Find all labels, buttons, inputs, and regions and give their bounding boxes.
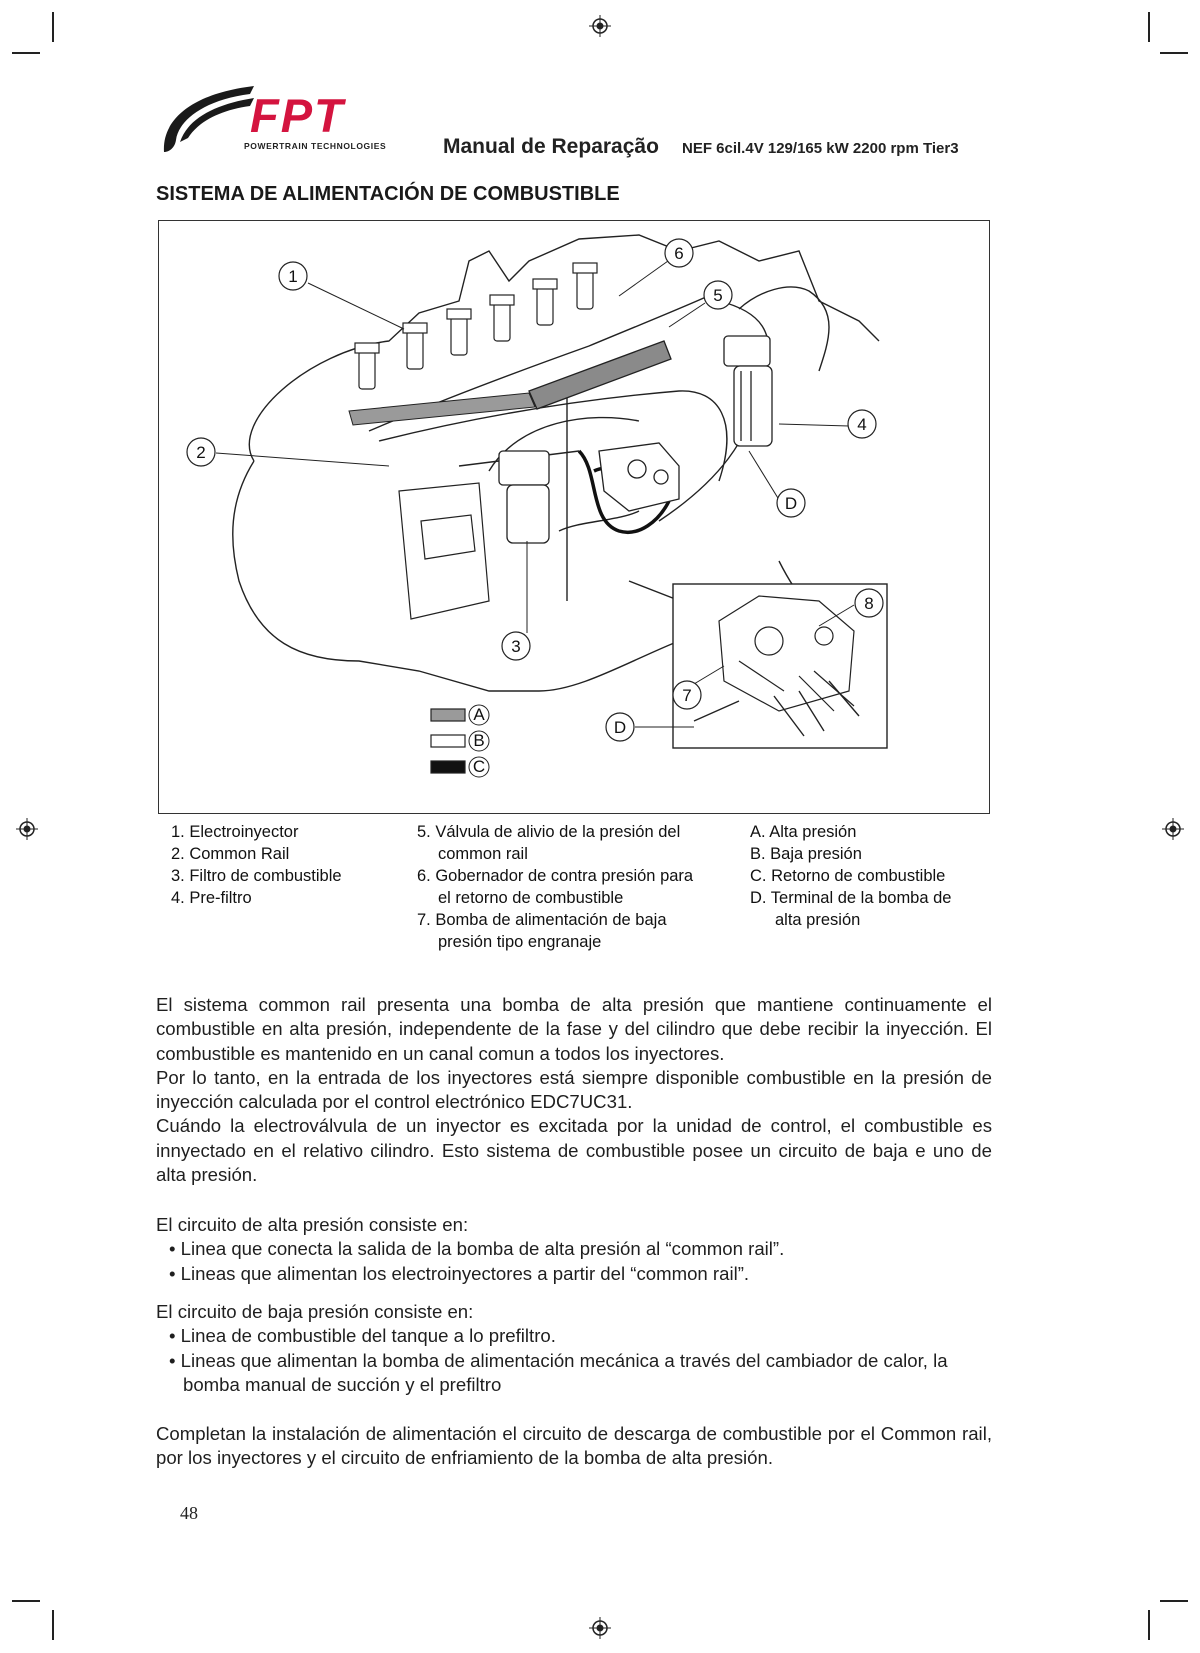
- list-item: • Lineas que alimentan la bomba de alimentación mecánica a través del cambiador de calor, la bomba manual de succión y el prefiltro: [169, 1349, 948, 1395]
- registration-mark-icon: [589, 15, 611, 37]
- paragraph: Cuándo la electroválvula de un inyector es excitada por la unidad de control, el combustible es innyectado en el relativo cilindro. Esto sistema de combustible posee un circuito de baja e uno de alta presión.: [156, 1115, 992, 1186]
- svg-text:D: D: [613, 718, 627, 737]
- svg-text:FPT: FPT: [250, 89, 345, 142]
- legend-item: A. Alta presión: [750, 823, 857, 841]
- legend-item: 2. Common Rail: [171, 845, 290, 863]
- registration-mark-icon: [589, 1617, 611, 1639]
- svg-text:5: 5: [713, 286, 723, 305]
- registration-mark-icon: [16, 818, 38, 840]
- svg-text:4: 4: [857, 415, 867, 434]
- crop-mark: [1148, 12, 1150, 42]
- svg-text:B: B: [473, 731, 485, 750]
- fuel-system-diagram: [158, 220, 990, 814]
- svg-text:A: A: [473, 705, 485, 724]
- svg-text:6: 6: [674, 244, 684, 263]
- list-item: • Linea que conecta la salida de la bomba de alta presión al “common rail”.: [169, 1238, 785, 1260]
- body-text: [156, 993, 992, 1187]
- low-pressure-section: [156, 1300, 992, 1397]
- legend-item: el retorno de combustible: [438, 889, 624, 907]
- low-pressure-intro: El circuito de baja presión consiste en:: [156, 1301, 474, 1322]
- legend-column-1: [171, 821, 342, 909]
- list-item: • Linea de combustible del tanque a lo prefiltro.: [169, 1325, 556, 1347]
- manual-subtitle: NEF 6cil.4V 129/165 kW 2200 rpm Tier3: [682, 140, 959, 157]
- crop-mark: [52, 1610, 54, 1640]
- svg-text:C: C: [472, 757, 486, 776]
- diagram-drawing: [159, 221, 991, 815]
- legend-item: 6. Gobernador de contra presión para: [417, 867, 694, 885]
- closing-paragraph-block: [156, 1422, 992, 1471]
- svg-text:1: 1: [288, 267, 298, 286]
- crop-mark: [1160, 1600, 1188, 1602]
- high-pressure-intro: El circuito de alta presión consiste en:: [156, 1214, 469, 1235]
- paragraph: Completan la instalación de alimentación el circuito de descarga de combustible por el Common rail, por los inyectores y el circuito de enfriamiento de la bomba de alta presión.: [156, 1423, 992, 1469]
- legend-item: presión tipo engranaje: [438, 933, 602, 951]
- crop-mark: [52, 12, 54, 42]
- legend-item: D. Terminal de la bomba de: [750, 889, 952, 907]
- registration-mark-icon: [1162, 818, 1184, 840]
- legend-item: 5. Válvula de alivio de la presión del: [417, 823, 681, 841]
- crop-mark: [12, 52, 40, 54]
- svg-text:7: 7: [682, 686, 692, 705]
- crop-mark: [1148, 1610, 1150, 1640]
- svg-text:D: D: [784, 494, 798, 513]
- manual-title: Manual de Reparação: [443, 135, 659, 158]
- svg-text:2: 2: [196, 443, 206, 462]
- legend-item: alta presión: [775, 911, 861, 929]
- paragraph: Por lo tanto, en la entrada de los inyectores está siempre disponible combustible en la presión de inyección calculada por el control electrónico EDC7UC31.: [156, 1066, 992, 1113]
- crop-mark: [12, 1600, 40, 1602]
- svg-text:8: 8: [864, 594, 874, 613]
- legend-item: C. Retorno de combustible: [750, 867, 946, 885]
- paragraph: El sistema common rail presenta una bomba de alta presión que mantiene continuamente el combustible en alta presión, independente de la fase y del cilindro que debe recibir la inyección. El combustible es mantenido en un canal comun a todos los inyectores.: [156, 994, 992, 1064]
- logo-subtitle: POWERTRAIN TECHNOLOGIES: [244, 141, 387, 151]
- legend-item: B. Baja presión: [750, 845, 862, 863]
- svg-text:3: 3: [511, 637, 521, 656]
- legend-item: 1. Electroinyector: [171, 823, 299, 841]
- legend-item: common rail: [438, 845, 528, 863]
- legend-column-2: [417, 821, 693, 953]
- page-number: 48: [180, 1503, 198, 1523]
- legend-column-3: [750, 821, 951, 931]
- list-item: • Lineas que alimentan los electroinyectores a partir del “common rail”.: [169, 1262, 750, 1284]
- legend-item: 7. Bomba de alimentación de baja: [417, 911, 667, 929]
- section-title: SISTEMA DE ALIMENTACIÓN DE COMBUSTIBLE: [156, 183, 620, 205]
- crop-mark: [1160, 52, 1188, 54]
- high-pressure-section: [156, 1213, 992, 1286]
- legend-item: 4. Pre-filtro: [171, 889, 252, 907]
- legend-item: 3. Filtro de combustible: [171, 867, 342, 885]
